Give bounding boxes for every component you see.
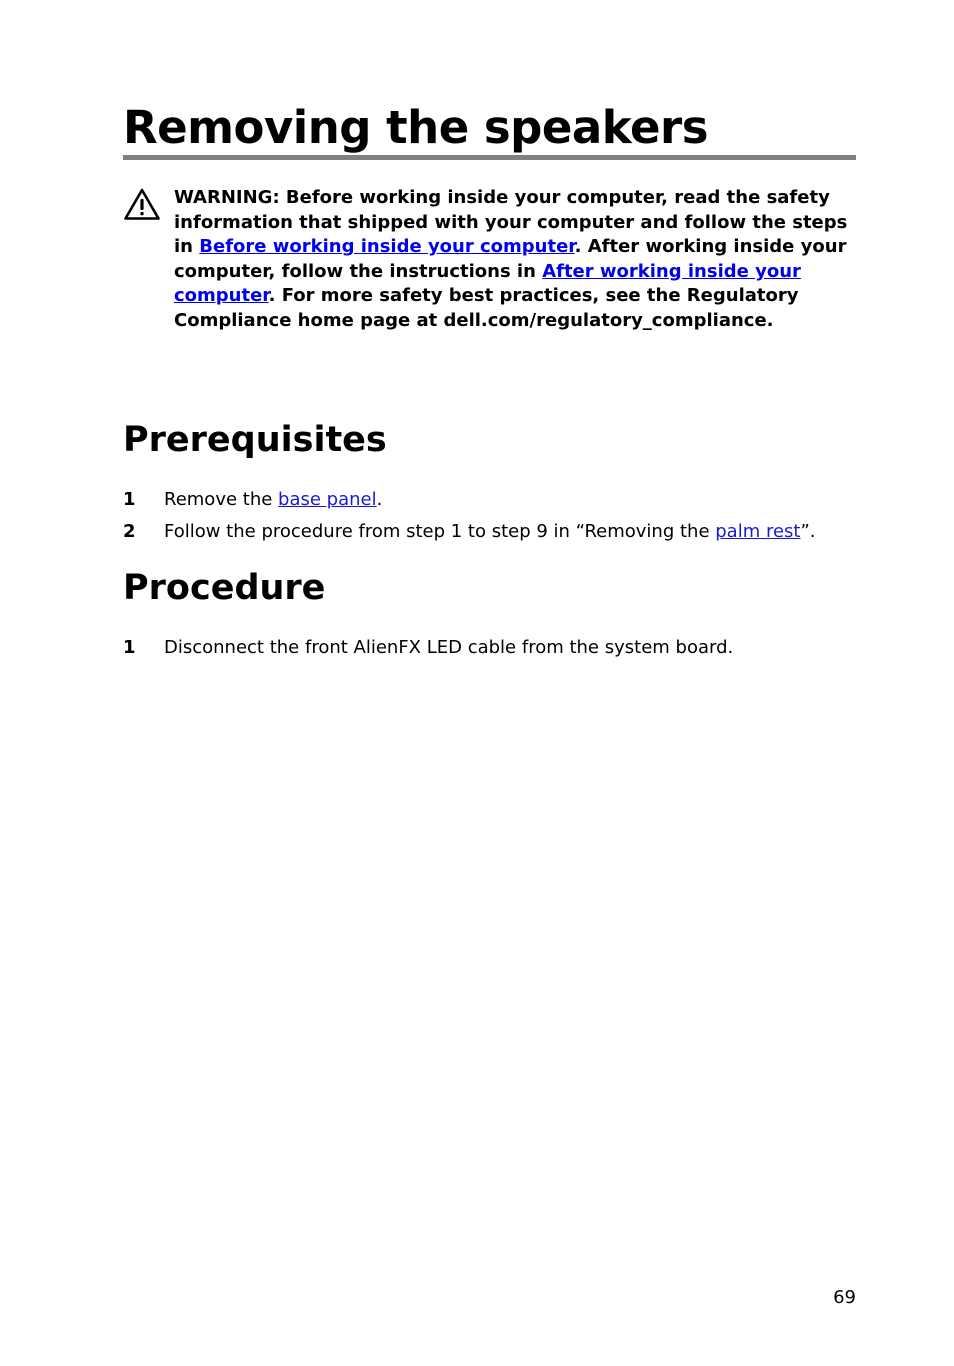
procedure-heading: Procedure (123, 568, 326, 608)
warning-text-part2: . After working inside your computer, follow the instructions in (174, 236, 847, 282)
warning-text-part3: . For more safety best practices, see the Regulatory Compliance home page at dell.com/regulatory_compliance. (174, 285, 799, 331)
warning-text (174, 186, 864, 334)
step-text-after: ”. (800, 521, 816, 542)
warning-label: WARNING: (174, 187, 286, 208)
page-title: Removing the speakers (123, 101, 708, 154)
warning-triangle-icon (123, 187, 161, 221)
step-text (164, 519, 816, 545)
step-text-after: . (376, 489, 383, 510)
page-number: 69 (833, 1287, 856, 1308)
step-number: 1 (123, 489, 136, 510)
prerequisites-heading: Prerequisites (123, 420, 387, 460)
warning-text-part1: Before working inside your computer, read the safety information that shipped with your computer and follow the steps in (174, 187, 848, 258)
after-working-link[interactable]: After working inside your computer (174, 260, 801, 307)
before-working-link[interactable]: Before working inside your computer (199, 236, 575, 258)
title-rule (123, 155, 856, 160)
step-number: 1 (123, 637, 136, 658)
step-text (164, 487, 382, 513)
step-text-before: Follow the procedure from step 1 to step 9 in “Removing the (164, 521, 716, 542)
step-text-before: Remove the (164, 489, 279, 510)
step-text: Disconnect the front AlienFX LED cable from the system board. (164, 637, 734, 658)
base-panel-link[interactable]: base panel (278, 489, 377, 510)
step-number: 2 (123, 521, 136, 542)
palm-rest-link[interactable]: palm rest (715, 521, 801, 542)
